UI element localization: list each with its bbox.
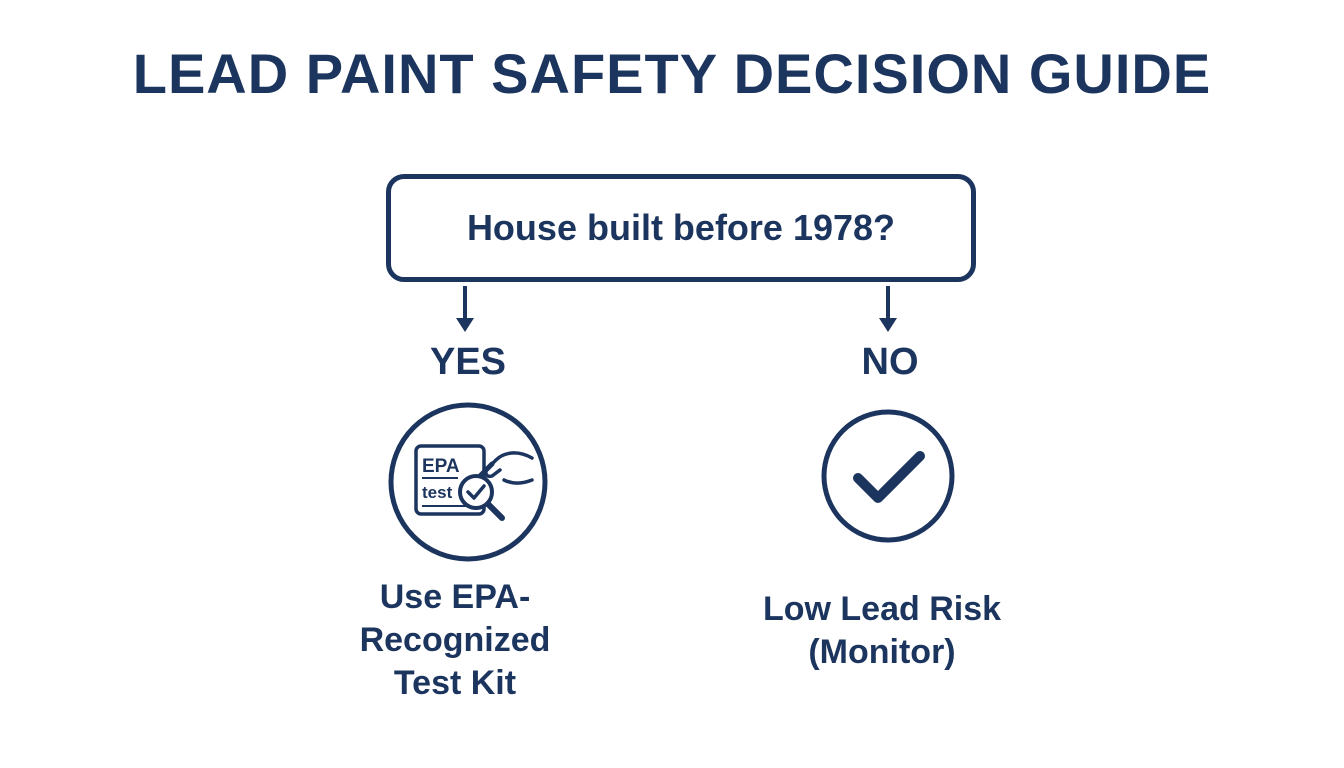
no-outcome-line: (Monitor) [808,633,956,671]
epa-test-kit-icon [386,400,550,564]
no-label: NO [861,341,919,383]
no-arrow [879,286,897,332]
yes-outcome-text [305,576,605,705]
no-outcome-line: Low Lead Risk [762,590,1002,628]
no-outcome-text [732,588,1032,674]
yes-outcome-line: Recognized [359,621,551,659]
checkmark-icon [818,406,958,546]
yes-outcome-line: Use EPA- [379,578,531,616]
test-card-text: test [422,483,453,502]
epa-card-text: EPA [422,456,460,477]
yes-label: YES [429,341,507,383]
page-title: LEAD PAINT SAFETY DECISION GUIDE [132,42,1212,105]
yes-arrow [456,286,474,332]
question-text: House built before 1978? [466,207,896,248]
yes-outcome-line: Test Kit [393,664,517,702]
